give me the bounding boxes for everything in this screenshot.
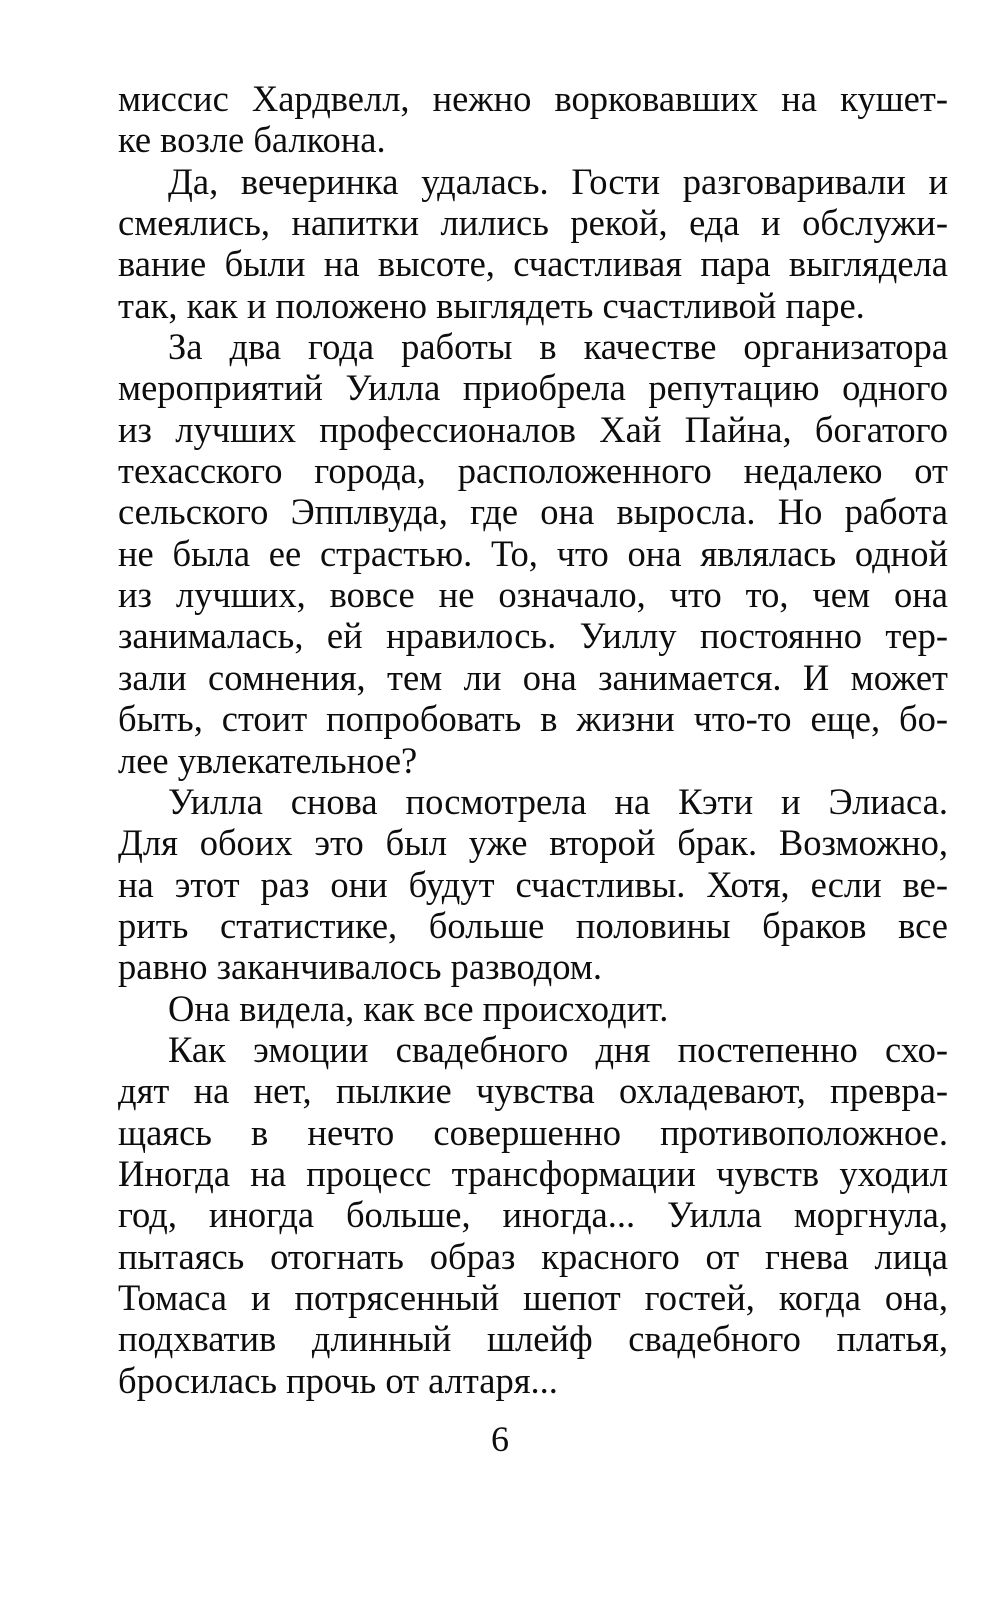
- text-line: дят на нет, пылкие чувства охладевают, превра-: [118, 1070, 948, 1112]
- text-line: так, как и положено выглядеть счастливой паре.: [118, 284, 865, 326]
- text-line: Как эмоции свадебного дня постепенно схо-: [168, 1028, 948, 1070]
- text-line: щаясь в нечто совершенно противоположное.: [118, 1111, 948, 1153]
- text-line: Томаса и потрясенный шепот гостей, когда она,: [118, 1276, 948, 1318]
- text-line: равно заканчивалось разводом.: [118, 946, 603, 988]
- text-line: зали сомнения, тем ли она занимается. И может: [118, 656, 948, 698]
- text-line: на этот раз они будут счастливы. Хотя, если ве-: [118, 863, 948, 905]
- text-line: год, иногда больше, иногда... Уилла моргнула,: [118, 1194, 948, 1236]
- text-line: миссис Хардвелл, нежно ворковавших на кушет-: [118, 78, 948, 119]
- text-line: из лучших, вовсе не означало, что то, чем она: [118, 574, 948, 616]
- text-line: не была ее страстью. То, что она являлась одной: [118, 532, 948, 574]
- page-number: 6: [491, 1419, 509, 1459]
- text-line: За два года работы в качестве организатора: [168, 326, 948, 368]
- text-line: Да, вечеринка удалась. Гости разговаривали и: [168, 160, 948, 202]
- body-text: [118, 78, 948, 1401]
- text-line: техасского города, расположенного недалеко от: [118, 450, 948, 492]
- text-line: подхватив длинный шлейф свадебного платья,: [118, 1318, 948, 1360]
- text-line: вание были на высоте, счастливая пара выглядела: [118, 243, 948, 285]
- text-line: Она видела, как все происходит.: [168, 987, 669, 1029]
- text-line: бросилась прочь от алтаря...: [118, 1359, 558, 1401]
- text-line: ке возле балкона.: [118, 119, 386, 161]
- text-line: пытаясь отогнать образ красного от гнева лица: [118, 1235, 948, 1277]
- text-line: быть, стоит попробовать в жизни что-то еще, бо-: [118, 698, 948, 740]
- text-line: лее увлекательное?: [118, 739, 418, 781]
- text-line: Для обоих это был уже второй брак. Возможно,: [118, 822, 948, 864]
- text-line: мероприятий Уилла приобрела репутацию одного: [118, 367, 948, 409]
- text-line: сельского Эпплвуда, где она выросла. Но работа: [118, 491, 948, 533]
- text-line: Иногда на процесс трансформации чувств уходил: [118, 1152, 948, 1194]
- text-line: смеялись, напитки лились рекой, еда и обслужи-: [118, 202, 948, 244]
- text-line: Уилла снова посмотрела на Кэти и Элиаса.: [168, 780, 948, 822]
- text-line: занималась, ей нравилось. Уиллу постоянно тер-: [118, 615, 948, 657]
- text-line: рить статистике, больше половины браков все: [118, 904, 948, 946]
- text-line: из лучших профессионалов Хай Пайна, богатого: [118, 408, 948, 450]
